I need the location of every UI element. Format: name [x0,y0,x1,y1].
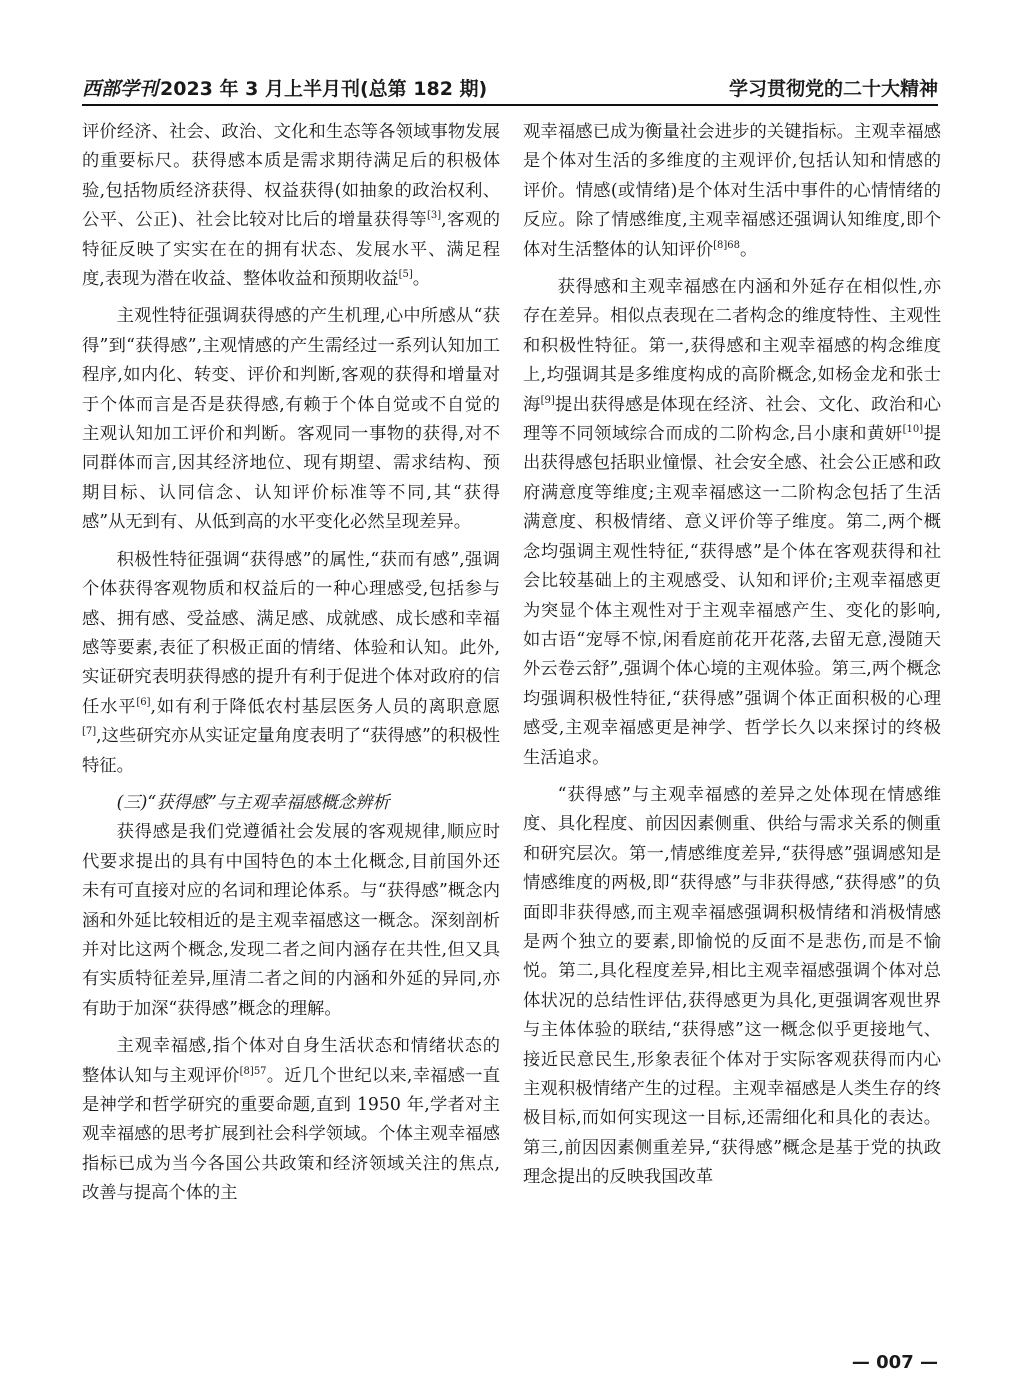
paragraph: 观幸福感已成为衡量社会进步的关键指标。主观幸福感是个体对生活的多维度的主观评价,包括认知和情感的评价。情感(或情绪)是个体对生活中事件的心情情绪的反应。除了情感维度,主观幸福感还强调认知维度,即个体对生活整体的认知评价$^{[8]68}$。 [523,122,941,260]
citation: [8]68 [713,239,740,251]
journal-name: 西部学刊 [82,78,159,100]
citation: [6] [136,696,151,708]
paragraph: 评价经济、社会、政治、文化和生态等各领域事物发展的重要标尺。获得感本质是需求期待满足后的积极体验,包括物质经济获得、权益获得(如抽象的政治权利、公平、公正)、社会比较对比后的增量获得等[3],客观的特征反映了实实在在的拥有状态、发展水平、满足程度,表现为潜在收益、整体收益和预期收益[5]。 [82,122,500,290]
header-section-title: 学习贯彻党的二十大精神 [728,78,938,100]
paragraph: “获得感”与主观幸福感的差异之处体现在情感维度、具化程度、前因因素侧重、供给与需求关系的侧重和研究层次。第一,情感维度差异,“获得感”强调感知是情感维度的两极,即“获得感”与非获得感,“获得感”的负面即非获得感,而主观幸福感强调积极情绪和消极情感是两个独立的要素,即愉悦的反面不是悲伤,而是不愉悦。第二,具化程度差异,相比主观幸福感强调个体对总体状况的总结性评估,获得感更为具化,更强调客观世界与主体体验的联结,“获得感”这一概念似乎更接地气、接近民意民生,形象表征个体对于实际客观获得而内心主观积极情绪产生的过程。主观幸福感是人类生存的终极目标,而如何实现这一目标,还需细化和具化的表达。第三,前因因素侧重差异,“获得感”概念是基于党的执政理念提出的反映我国改革 [523,784,941,1188]
header-journal-issue [82,74,487,101]
paragraph: 获得感和主观幸福感在内涵和外延存在相似性,亦存在差异。相似点表现在二者构念的维度特性、主观性和积极性特征。第一,获得感和主观幸福感的构念维度上,均强调其是多维度构成的高阶概念,如杨金龙和张士海[9]提出获得感是体现在经济、社会、文化、政治和心理等不同领域综合而成的二阶构念,吕小康和黄妍[10]提出获得感包括职业憧憬、社会安全感、社会公正感和政府满意度等维度;主观幸福感这一二阶构念包括了生活满意度、积极情绪、意义评价等子维度。第二,两个概念均强调主观性特征,“获得感”是个体在客观获得和社会比较基础上的主观感受、认知和评价;主观幸福感更为突显个体主观性对于主观幸福感产生、变化的影响,如古语“宠辱不惊,闲看庭前花开花落,去留无意,漫随天外云卷云舒”,强调个体心境的主观体验。第三,两个概念均强调积极性特征,“获得感”强调个体正面积极的心理感受,主观幸福感更是神学、哲学长久以来探讨的终极生活追求。 [523,277,941,768]
citation: [3] [427,210,442,222]
section-subheading: (三)“获得感”与主观幸福感概念辨析 [116,792,390,813]
issue-info: 2023 年 3 月上半月刊(总第 182 期) [160,78,488,100]
paragraph: 主观幸福感,指个体对自身生活状态和情绪状态的整体认知与主观评价$^{[8]57}$。近几个世纪以来,幸福感一直是神学和哲学研究的重要命题,直到 1950 年,学者对主观幸福感的思考扩展到社会科学领域。个体主观幸福感指标已成为当今各国公共政策和经济领域关注的焦点,改善与提高个体的主 [82,1036,500,1204]
paragraph: 积极性特征强调“获得感”的属性,“获而有感”,强调个体获得客观物质和权益后的一种心理感受,包括参与感、拥有感、受益感、满足感、成就感、成长感和幸福感等要素,表征了积极正面的情绪、体验和认知。此外,实证研究表明获得感的提升有利于促进个体对政府的信任水平[6],如有利于降低农村基层医务人员的离职意愿[7],这些研究亦从实证定量角度表明了“获得感”的积极性特征。 [82,549,500,776]
citation: [9] [540,394,555,406]
citation: [10] [902,424,924,436]
right-column [523,118,941,1193]
paragraph: 获得感是我们党遵循社会发展的客观规律,顺应时代要求提出的具有中国特色的本土化概念,目前国外还未有可直接对应的名词和理论体系。与“获得感”概念内涵和外延比较相近的是主观幸福感这一概念。深刻剖析并对比这两个概念,发现二者之间内涵存在共性,但又具有实质特征差异,厘清二者之间的内涵和外延的异同,亦有助于加深“获得感”概念的理解。 [82,822,500,1019]
left-column [82,118,500,1209]
citation: [7] [82,726,97,738]
citation: [8]57 [239,1065,267,1077]
citation: [5] [398,269,413,281]
page-header [82,70,938,106]
paragraph: 主观性特征强调获得感的产生机理,心中所感从“获得”到“获得感”,主观情感的产生需经过一系列认知加工程序,如内化、转变、评价和判断,客观的获得和增量对于个体而言是否是获得感,有赖于个体自觉或不自觉的主观认知加工评价和判断。客观同一事物的获得,对不同群体而言,因其经济地位、现有期望、需求结构、预期目标、认同信念、认知评价标准等不同,其“获得感”从无到有、从低到高的水平变化必然呈现差异。 [82,306,500,533]
page-number: — 007 — [851,1352,938,1373]
